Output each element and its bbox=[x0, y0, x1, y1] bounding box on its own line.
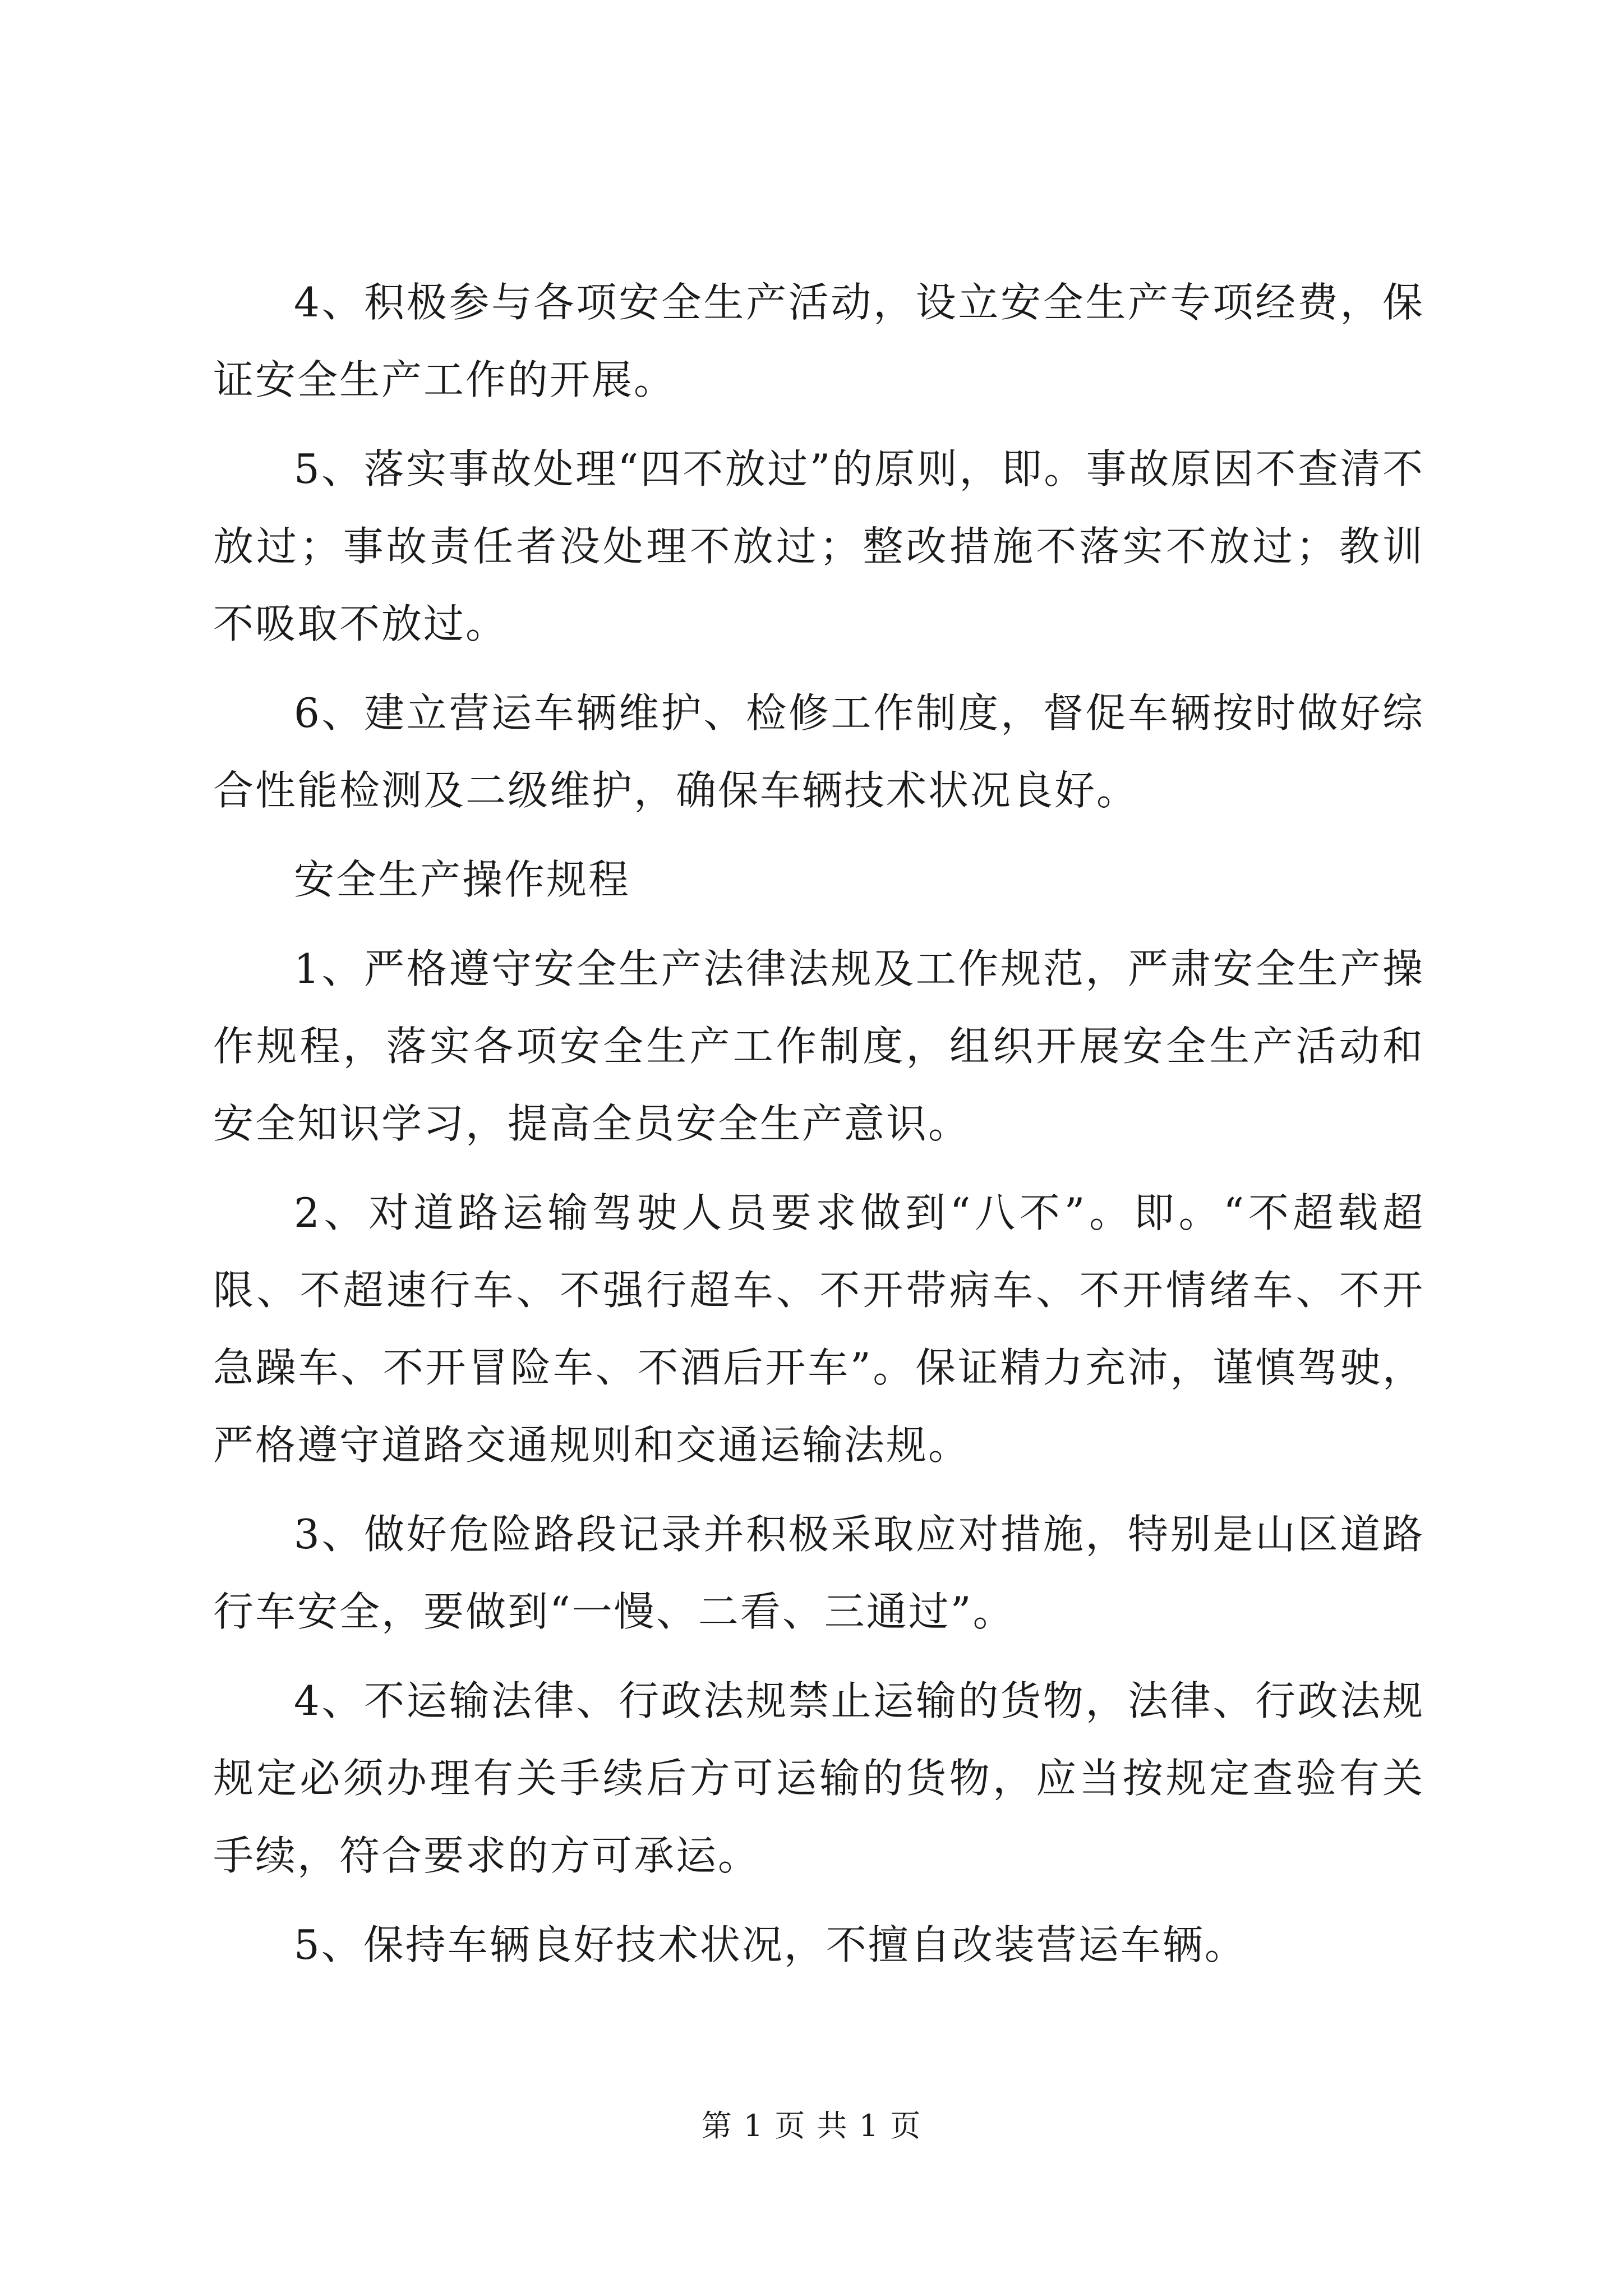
page-number-footer: 第 1 页 共 1 页 bbox=[701, 2108, 922, 2143]
paragraph-rule-5: 5、保持车辆良好技术状况，不擅自改装营运车辆。 bbox=[294, 1921, 1247, 1968]
paragraph-item-5-four-not-let-go: 5、落实事故处理“四不放过”的原则，即。事故原因不查清不放过；事故责任者没处理不放过；整改措施不落实不放过；教训不吸取不放过。 bbox=[213, 445, 1424, 647]
paragraph-rule-4: 4、不运输法律、行政法规禁止运输的货物，法律、行政法规规定必须办理有关手续后方可运输的货物，应当按规定查验有关手续，符合要求的方可承运。 bbox=[213, 1677, 1424, 1879]
paragraph-item-6-vehicle-maintenance: 6、建立营运车辆维护、检修工作制度，督促车辆按时做好综合性能检测及二级维护，确保车辆技术状况良好。 bbox=[213, 689, 1424, 814]
paragraph-item-4-funding: 4、积极参与各项安全生产活动，设立安全生产专项经费，保证安全生产工作的开展。 bbox=[213, 279, 1424, 403]
section-heading: 安全生产操作规程 bbox=[294, 856, 631, 903]
paragraph-rule-2: 2、对道路运输驾驶人员要求做到“八不”。即。“不超载超限、不超速行车、不强行超车、不开带病车、不开情绪车、不开急躁车、不开冒险车、不酒后开车”。保证精力充沛，谨慎驾驶，严格遵守道路交通规则和交通运输法规。 bbox=[213, 1189, 1424, 1469]
paragraph-rule-1: 1、严格遵守安全生产法律法规及工作规范，严肃安全生产操作规程，落实各项安全生产工作制度，组织开展安全生产活动和安全知识学习，提高全员安全生产意识。 bbox=[213, 945, 1424, 1147]
document-body bbox=[213, 264, 1424, 1995]
paragraph-rule-3: 3、做好危险路段记录并积极采取应对措施，特别是山区道路行车安全，要做到“一慢、二看、三通过”。 bbox=[213, 1511, 1424, 1635]
